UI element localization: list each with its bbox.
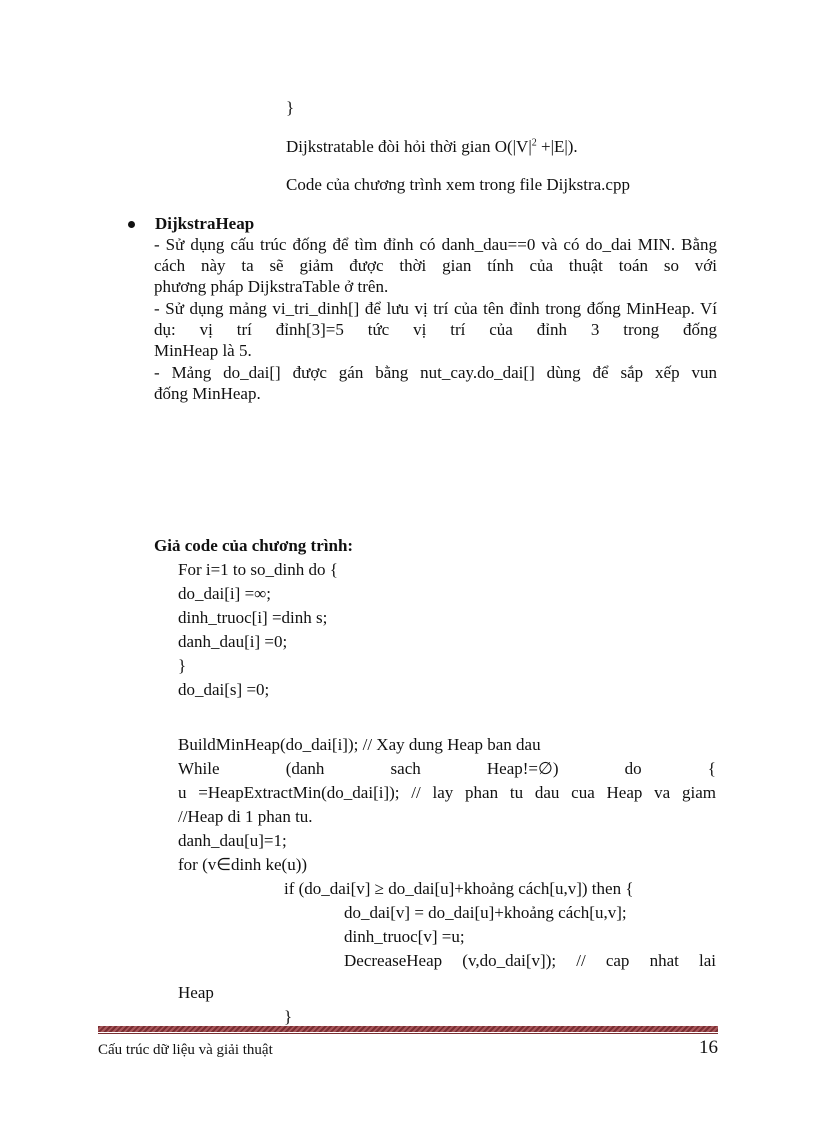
code-line: do_dai[v] = do_dai[u]+khoảng cách[u,v]; — [344, 903, 627, 922]
code-line: } — [284, 1007, 293, 1026]
paragraph-length-array: - Mảng do_dai[] được gán bằng nut_cay.do_dai[] dùng để sắp xếp vun — [154, 363, 717, 382]
code-line: BuildMinHeap(do_dai[i]); // Xay dung Heap ban dau — [178, 735, 541, 754]
code-line: danh_dau[u]=1; — [178, 831, 287, 850]
code-line: if (do_dai[v] ≥ do_dai[u]+khoảng cách[u,v]) then { — [284, 879, 634, 898]
paragraph-length-array-end: đống MinHeap. — [154, 384, 261, 403]
code-line: For i=1 to so_dinh do { — [178, 560, 338, 579]
closing-brace: } — [286, 98, 295, 117]
section-title: DijkstraHeap — [155, 214, 255, 233]
code-line: do_dai[i] =∞; — [178, 584, 271, 603]
code-line: dinh_truoc[i] =dinh s; — [178, 608, 328, 627]
footer-rule-thin — [98, 1033, 718, 1034]
complexity-note: Dijkstratable đòi hỏi thời gian $O(|V|^2 +|E|)$. — [286, 137, 578, 156]
code-line: } — [178, 656, 187, 675]
page-number: 16 — [699, 1037, 718, 1058]
code-line: danh_dau[i] =0; — [178, 632, 288, 651]
code-line: do_dai[s] =0; — [178, 680, 270, 699]
code-line: Heap — [178, 983, 214, 1002]
code-line: //Heap di 1 phan tu. — [178, 807, 313, 826]
pseudocode-heading: Giả code của chương trình: — [154, 536, 354, 555]
code-line: dinh_truoc[v] =u; — [344, 927, 465, 946]
code-line: for (v∈dinh ke(u)) — [178, 855, 308, 874]
bullet-icon — [128, 221, 135, 228]
footer-title: Cấu trúc dữ liệu và giải thuật — [98, 1042, 273, 1058]
code-line-extract: u =HeapExtractMin(do_dai[i]); // lay phan tu dau cua Heap va giam — [178, 783, 716, 802]
paragraph-heap-usage: - Sử dụng cấu trúc đống để tìm đỉnh có danh_dau==0 và có do_dai MIN. Bằng cách này ta sẽ giảm được thời gian tính của thuật toán so với — [154, 235, 717, 275]
code-line-decrease: DecreaseHeap (v,do_dai[v]); // cap nhat lai — [344, 951, 716, 970]
code-line-while: While (danh sach Heap!=∅) do { — [178, 759, 716, 778]
paragraph-position-array: - Sử dụng mảng vi_tri_dinh[] để lưu vị trí của tên đỉnh trong đống MinHeap. Ví dụ: vị trí đỉnh[3]=5 tức vị trí của đỉnh 3 trong đống — [154, 299, 717, 339]
code-file-note: Code của chương trình xem trong file Dijkstra.cpp — [286, 175, 630, 194]
footer-rule — [98, 1026, 718, 1032]
paragraph-heap-usage-end: phương pháp DijkstraTable ở trên. — [154, 277, 389, 296]
paragraph-position-array-end: MinHeap là 5. — [154, 341, 252, 360]
